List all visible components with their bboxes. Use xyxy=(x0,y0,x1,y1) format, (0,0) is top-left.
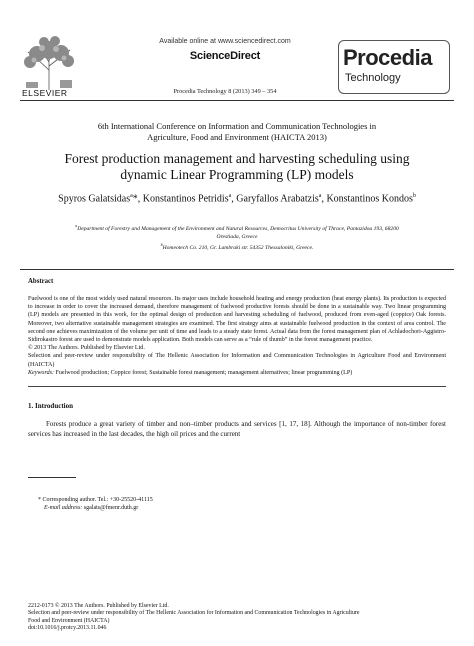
procedia-wordmark: Procedia xyxy=(343,45,432,70)
author-list: Spyros Galatsidas$^a$*, Konstantinos Petridis$^a$, Garyfallos Arabatzis$^a$, Konstantinos Kondos$^b$ xyxy=(58,193,416,205)
paper-title xyxy=(30,151,444,183)
footnote-divider xyxy=(28,477,76,478)
conference-name xyxy=(40,121,434,142)
footer-issn-line: 2212-0173 © 2013 The Authors. Published by Elsevier Ltd. xyxy=(28,603,169,609)
procedia-subtitle: Technology xyxy=(345,72,401,84)
conference-line-2: Agriculture, Food and Environment (HAICTA 2013) xyxy=(147,131,327,142)
author-name: Konstantinos Petridis xyxy=(142,193,229,205)
paper-title-line-1: Forest production management and harvesting scheduling using xyxy=(64,151,410,166)
affiliation-b: $^b$Homeotech Co. 210, Gr. Lambraki str. 54352 Thessaloniki, Greece. xyxy=(160,242,314,252)
journal-citation: Procedia Technology 8 (2013) 349 – 354 xyxy=(173,88,277,95)
affiliation-a-cont: Orestiada, Greece xyxy=(216,234,258,241)
email-label: E-mail address: xyxy=(44,505,83,511)
abstract-peer-review: Selection and peer-review under responsibility of The Hellenic Association for Information and Communication Technologies in Agriculture Food and Environment (HAICTA) xyxy=(28,353,446,368)
author-name: Konstantinos Kondos xyxy=(326,193,413,205)
author-name: Garyfallos Arabatzis xyxy=(236,193,319,205)
elsevier-tree-logo xyxy=(20,34,78,92)
email-address-link[interactable]: sgalats@fmenr.duth.gr xyxy=(83,505,139,511)
footer-peer-review-cont: Food and Environment (HAICTA) xyxy=(28,617,110,624)
footer-doi-link[interactable]: doi:10.1016/j.protcy.2013.11.046 xyxy=(28,625,107,632)
conference-line-1: 6th International Conference on Information and Communication Technologies in xyxy=(97,121,377,131)
introduction-heading: 1. Introduction xyxy=(28,402,73,410)
keywords-label: Keywords: xyxy=(28,369,54,376)
header-divider xyxy=(20,100,454,101)
abstract-heading: Abstract xyxy=(28,278,54,285)
title-divider xyxy=(20,269,454,270)
abstract-copyright: © 2013 The Authors. Published by Elsevier Ltd. xyxy=(28,345,145,352)
sciencedirect-wordmark: ScienceDirect xyxy=(189,50,261,62)
author-affiliation-mark: a xyxy=(130,193,133,199)
email-note xyxy=(44,505,138,511)
abstract-section xyxy=(28,295,446,377)
footer-peer-review-line: Selection and peer-review under responsibility of The Hellenic Association for Information and Communication Technologies in Agriculture xyxy=(28,610,360,617)
keywords-line xyxy=(28,369,446,377)
corresponding-author-note: * Corresponding author. Tel.: +30-25520-41115 xyxy=(38,497,153,503)
paper-title-line-2: dynamic Linear Programming (LP) models xyxy=(120,167,354,182)
available-online-prefix: Available online at xyxy=(159,38,216,45)
available-online-line xyxy=(135,38,315,45)
abstract-divider xyxy=(28,386,446,387)
introduction-text: Forests produce a great variety of timber and non–timber products and services [1, 17, 18]. Although the importance of non-timber forest services has increased in the last decades, the high oil prices and the current xyxy=(28,420,446,438)
author-affiliation-mark: a xyxy=(318,193,322,199)
author-affiliation-mark: a xyxy=(228,193,232,199)
copyright-footer xyxy=(28,603,446,633)
sciencedirect-url-link[interactable]: www.sciencedirect.com xyxy=(217,38,291,45)
corresponding-mark: * xyxy=(132,193,138,205)
abstract-text: Fuelwood is one of the most widely used natural resources. Its major uses include household heating and energy production (heat energy plants). Its production is expected to increase in order to cover the increased demand, therefore management of fuelwood productive forests should be done in a sustainable way. Two linear programming (LP) models are presented in this work, for the optimal design of production and harvesting scheduling of fuelwood, produced from even-aged (coppice) Oak forests. Moreover, two alternative sustainable management strategies are examined. The first strategy aims at sustainable fuelwood production in the context of area control. The second one achieves maximization of the volume per unit of time and leads to a steady state forest. Actual data from the forest management plan of Achladochori-Aggistro-Sidirokastro forest are used to demonstrate models application. Both models can serve as a “rule of thumb” in the forest management practice. xyxy=(28,296,446,344)
elsevier-wordmark: ELSEVIER xyxy=(22,88,68,98)
affiliations xyxy=(20,222,454,253)
author-name: Spyros Galatsidas xyxy=(58,193,131,205)
author-affiliation-mark: b xyxy=(412,193,416,199)
affiliation-a: $^a$Department of Forestry and Management of the Environment and Natural Resources, Democritus University of Thrace, Pantazidou 193, 68200 xyxy=(75,223,399,232)
keywords-text: Fuelwood production; Coppice forest; Sustainable forest management; management alternatives; linear programming (LP) xyxy=(55,369,353,376)
